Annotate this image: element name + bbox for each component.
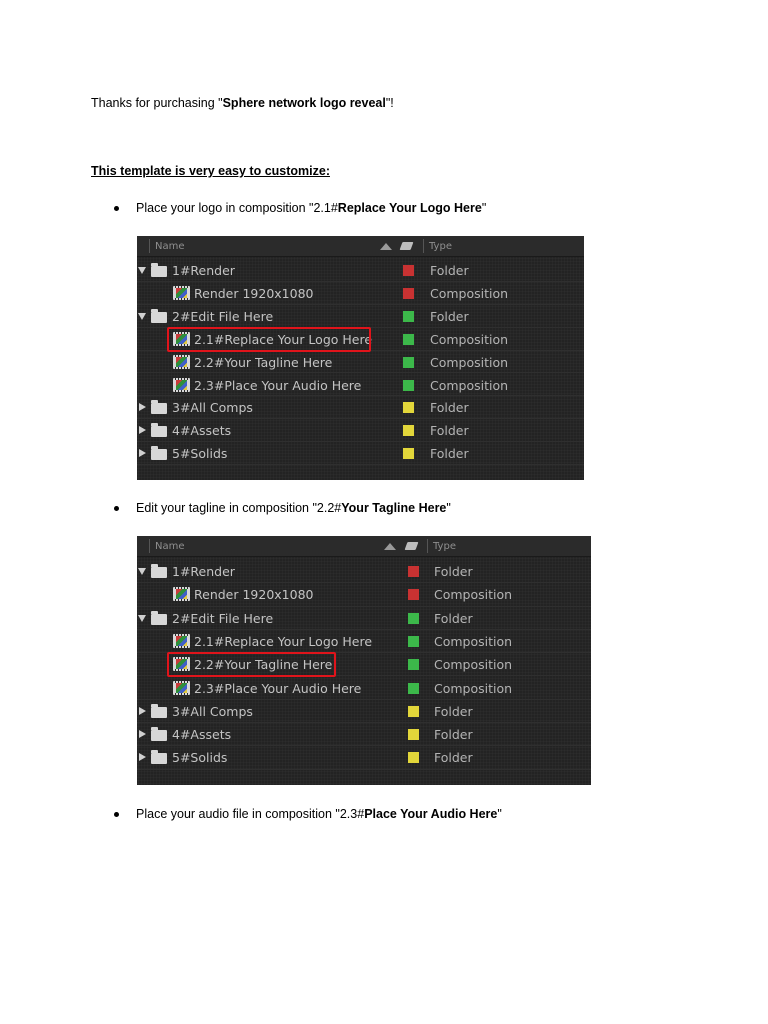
item-type: Folder (430, 263, 469, 278)
item-type: Composition (434, 657, 513, 673)
item-type: Composition (434, 587, 513, 603)
step-comp-name: Place Your Audio Here (364, 807, 498, 821)
project-item-row[interactable] (137, 374, 584, 397)
item-type: Composition (430, 377, 509, 393)
twirl-closed-icon[interactable] (139, 426, 146, 434)
item-name: 3#All Comps (172, 703, 253, 719)
item-name: 1#Render (172, 263, 235, 278)
label-color-swatch[interactable] (403, 357, 414, 368)
step-prefix: Place your audio file in composition " (136, 807, 340, 821)
item-name: 4#Assets (172, 423, 232, 439)
folder-icon (151, 753, 167, 764)
highlight-box (167, 327, 371, 352)
project-item-row[interactable] (137, 328, 584, 351)
project-item-row[interactable] (137, 746, 591, 769)
bullet-icon (114, 206, 119, 211)
project-item-row[interactable] (137, 560, 591, 583)
item-type: Composition (434, 680, 513, 696)
label-color-swatch[interactable] (408, 752, 419, 763)
intro-suffix: "! (385, 96, 394, 110)
step-prefix: Edit your tagline in composition " (136, 501, 317, 515)
intro-text (91, 95, 394, 111)
item-name: 2.2#Your Tagline Here (194, 657, 333, 673)
folder-icon (151, 426, 167, 437)
item-name: 2.3#Place Your Audio Here (194, 680, 362, 696)
item-type: Folder (434, 564, 473, 579)
step-1-text (136, 200, 486, 216)
item-type: Composition (430, 354, 509, 370)
folder-icon (151, 449, 167, 460)
column-separator (427, 539, 428, 553)
project-panel-screenshot-2 (137, 536, 591, 785)
twirl-closed-icon[interactable] (139, 449, 146, 457)
twirl-open-icon[interactable] (138, 267, 146, 274)
folder-icon (151, 730, 167, 741)
item-name: 2.1#Replace Your Logo Here (194, 633, 373, 649)
bullet-icon (114, 506, 119, 511)
label-color-swatch[interactable] (403, 265, 414, 276)
instructions-heading: This template is very easy to customize: (91, 164, 330, 178)
composition-icon (173, 355, 190, 369)
twirl-closed-icon[interactable] (139, 707, 146, 715)
label-color-swatch[interactable] (408, 589, 419, 600)
column-separator (423, 239, 424, 253)
item-name: 2.1#Replace Your Logo Here (194, 331, 373, 347)
step-3-text (136, 806, 502, 822)
step-prefix: Place your logo in composition " (136, 201, 314, 215)
item-name: Render 1920x1080 (194, 587, 314, 603)
folder-icon (151, 403, 167, 414)
item-type: Folder (434, 610, 473, 626)
project-panel-screenshot-1 (137, 236, 584, 480)
step-2-text (136, 500, 451, 516)
twirl-open-icon[interactable] (138, 568, 146, 575)
folder-icon (151, 614, 167, 625)
column-header-type[interactable]: Type (429, 241, 452, 252)
product-name: Sphere network logo reveal (222, 96, 386, 110)
column-header-type[interactable]: Type (433, 541, 456, 552)
label-color-swatch[interactable] (403, 425, 414, 436)
item-type: Folder (430, 446, 469, 462)
highlight-box (167, 652, 336, 677)
item-type: Folder (430, 400, 469, 416)
folder-icon (151, 567, 167, 578)
project-item-row[interactable] (137, 677, 591, 700)
project-item-row[interactable] (137, 419, 584, 442)
project-item-row[interactable] (137, 700, 591, 723)
item-type: Folder (434, 727, 473, 743)
composition-icon (173, 634, 190, 648)
item-name: 3#All Comps (172, 400, 253, 416)
item-type: Folder (434, 703, 473, 719)
step-comp-number: 2.2# (316, 501, 342, 515)
project-item-row[interactable] (137, 583, 591, 606)
item-type: Composition (430, 285, 509, 301)
step-suffix: " (481, 201, 487, 215)
project-item-row[interactable] (137, 351, 584, 374)
item-type: Composition (430, 331, 509, 347)
composition-icon (173, 378, 190, 392)
item-name: 2.3#Place Your Audio Here (194, 377, 362, 393)
item-type: Folder (430, 423, 469, 439)
step-comp-number: 2.3# (339, 807, 365, 821)
item-name: 1#Render (172, 564, 235, 579)
item-name: 2.2#Your Tagline Here (194, 354, 333, 370)
step-comp-name: Your Tagline Here (341, 501, 447, 515)
label-color-swatch[interactable] (408, 706, 419, 717)
twirl-open-icon[interactable] (138, 615, 146, 622)
column-separator (149, 239, 150, 253)
label-color-swatch[interactable] (403, 311, 414, 322)
label-color-swatch[interactable] (408, 683, 419, 694)
project-item-row[interactable] (137, 305, 584, 328)
label-tag-icon[interactable] (400, 242, 414, 250)
label-color-swatch[interactable] (408, 659, 419, 670)
label-color-swatch[interactable] (403, 402, 414, 413)
folder-icon (151, 266, 167, 277)
step-comp-name: Replace Your Logo Here (337, 201, 482, 215)
composition-icon (173, 587, 190, 601)
bullet-icon (114, 812, 119, 817)
item-type: Folder (434, 750, 473, 766)
folder-icon (151, 312, 167, 323)
label-color-swatch[interactable] (408, 566, 419, 577)
item-name: 2#Edit File Here (172, 308, 274, 324)
column-header-name[interactable]: Name (155, 541, 185, 552)
project-item-row[interactable] (137, 653, 591, 676)
twirl-closed-icon[interactable] (139, 403, 146, 411)
project-item-row[interactable] (137, 442, 584, 465)
item-name: 5#Solids (172, 750, 228, 766)
item-name: 2#Edit File Here (172, 610, 274, 626)
item-name: 4#Assets (172, 727, 232, 743)
label-color-swatch[interactable] (403, 448, 414, 459)
label-color-swatch[interactable] (408, 729, 419, 740)
intro-prefix: Thanks for purchasing " (91, 96, 223, 110)
label-color-swatch[interactable] (403, 380, 414, 391)
item-type: Composition (434, 633, 513, 649)
item-name: 5#Solids (172, 446, 228, 462)
step-suffix: " (446, 501, 451, 515)
panel-header (137, 536, 591, 557)
project-item-row[interactable] (137, 396, 584, 419)
label-tag-icon[interactable] (405, 542, 419, 550)
item-type: Folder (430, 308, 469, 324)
label-color-swatch[interactable] (408, 636, 419, 647)
sort-ascending-icon[interactable] (380, 243, 392, 250)
twirl-open-icon[interactable] (138, 313, 146, 320)
label-color-swatch[interactable] (408, 613, 419, 624)
project-item-row[interactable] (137, 259, 584, 282)
project-item-row[interactable] (137, 723, 591, 746)
project-item-row[interactable] (137, 282, 584, 305)
item-name: Render 1920x1080 (194, 285, 314, 301)
twirl-closed-icon[interactable] (139, 753, 146, 761)
folder-icon (151, 707, 167, 718)
project-item-row[interactable] (137, 607, 591, 630)
project-item-row[interactable] (137, 630, 591, 653)
step-comp-number: 2.1# (313, 201, 338, 215)
twirl-closed-icon[interactable] (139, 730, 146, 738)
composition-icon (173, 681, 190, 695)
column-header-name[interactable]: Name (155, 241, 185, 252)
label-color-swatch[interactable] (403, 334, 414, 345)
panel-header (137, 236, 584, 257)
step-suffix: " (497, 807, 502, 821)
composition-icon (173, 286, 190, 300)
label-color-swatch[interactable] (403, 288, 414, 299)
sort-ascending-icon[interactable] (384, 543, 396, 550)
column-separator (149, 539, 150, 553)
